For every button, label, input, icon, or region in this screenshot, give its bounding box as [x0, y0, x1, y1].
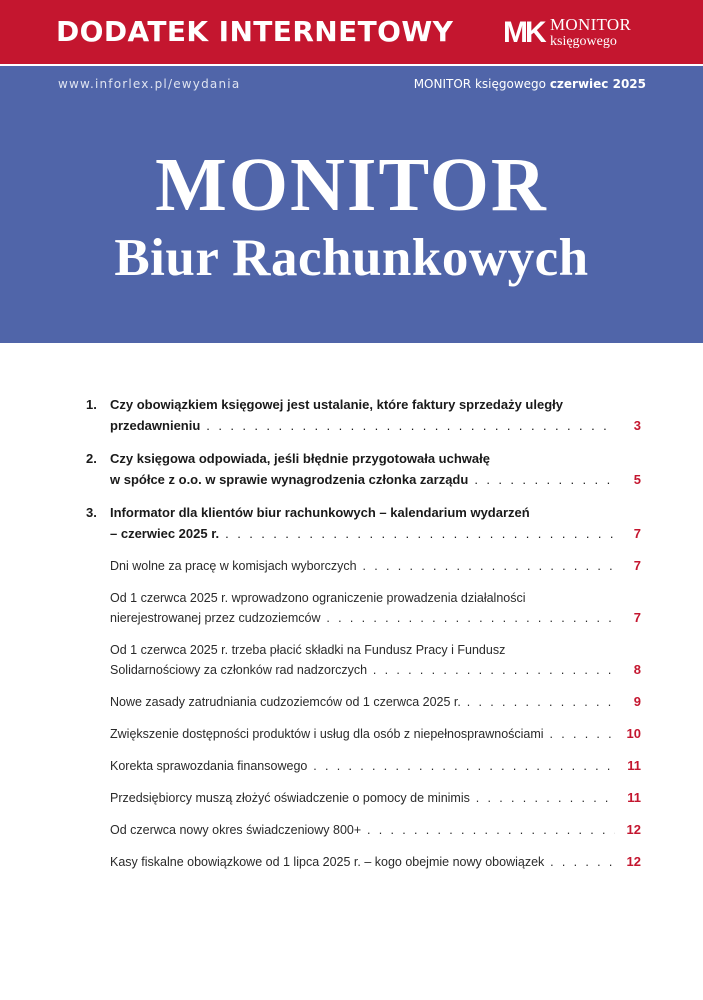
toc-subentry-title-line: Przedsiębiorcy muszą złożyć oświadczenie o pomocy de minimis . . . — [110, 788, 615, 808]
toc-page-number: 11 — [627, 790, 641, 805]
toc-page-number: 9 — [633, 694, 641, 709]
toc-subentry-title-line: Nowe zasady zatrudniania cudzoziemców od 1 czerwca 2025 r. . . . — [110, 692, 615, 712]
toc-page-number: 3 — [633, 418, 641, 433]
toc-entry-1[interactable] — [80, 394, 645, 436]
toc-subentry-title-line: Korekta sprawozdania finansowego . . . — [110, 756, 615, 776]
toc-subentry-title-line: Zwiększenie dostępności produktów i usług dla osób z niepełnosprawnościami . . . — [110, 724, 615, 744]
toc-page-number: 8 — [633, 662, 641, 677]
toc-subentry-title-line: Od 1 czerwca 2025 r. trzeba płacić składki na Fundusz Pracy i Fundusz — [110, 643, 506, 657]
toc-page-number: 12 — [626, 822, 641, 837]
toc-page-number: 5 — [633, 472, 641, 487]
toc-page-number: 7 — [633, 558, 641, 573]
toc-subentry-title-line: Dni wolne za pracę w komisjach wyborczych . . . — [110, 556, 615, 576]
toc-page-number: 10 — [626, 726, 641, 741]
toc-entry-number: 3. — [86, 505, 97, 520]
table-of-contents — [80, 394, 645, 884]
toc-subentry-title-line: Od 1 czerwca 2025 r. wprowadzono ograniczenie prowadzenia działalności — [110, 591, 526, 605]
toc-page-number: 7 — [633, 526, 641, 541]
toc-subentry[interactable] — [80, 588, 645, 628]
logo-mark: MK — [503, 16, 544, 49]
toc-subentry-title-line: Solidarnościowy za członków rad nadzorczych . . . — [110, 660, 615, 680]
toc-entry-title-line: Czy księgowa odpowiada, jeśli błędnie przygotowała uchwałę — [110, 451, 490, 466]
cover-banner — [0, 66, 703, 343]
toc-entry-title-line: Informator dla klientów biur rachunkowych – kalendarium wydarzeń — [110, 505, 530, 520]
toc-subentry-title-line: Od czerwca nowy okres świadczeniowy 800+ . . . — [110, 820, 615, 840]
cover-subtitle: Biur Rachunkowych — [114, 229, 589, 287]
toc-subentry[interactable] — [80, 820, 645, 840]
cover-title: MONITOR — [155, 143, 548, 227]
monitor-ksiegowego-logo — [503, 16, 653, 52]
toc-subentry[interactable] — [80, 724, 645, 744]
header-bar — [0, 0, 703, 66]
toc-entry-number: 2. — [86, 451, 97, 466]
toc-page-number: 12 — [626, 854, 641, 869]
toc-entry-title-line: w spółce z o.o. w sprawie wynagrodzenia członka zarządu . . . — [110, 469, 615, 490]
logo-subname: księgowego — [550, 34, 617, 49]
toc-entry-number: 1. — [86, 397, 97, 412]
issue-info — [414, 77, 646, 91]
toc-entry-title-line: przedawnieniu . . . — [110, 415, 615, 436]
logo-name: MONITOR — [550, 15, 632, 34]
toc-subentry-title-line: Kasy fiskalne obowiązkowe od 1 lipca 2025 r. – kogo obejmie nowy obowiązek . . . — [110, 852, 615, 872]
toc-entry-title-line: Czy obowiązkiem księgowej jest ustalanie, które faktury sprzedaży uległy — [110, 397, 563, 412]
toc-subentry[interactable] — [80, 556, 645, 576]
toc-entry-title-line: – czerwiec 2025 r. . . . — [110, 523, 615, 544]
toc-page-number: 11 — [627, 758, 641, 773]
toc-subentry[interactable] — [80, 640, 645, 680]
toc-entry-2[interactable] — [80, 448, 645, 490]
issue-magazine: MONITOR księgowego — [413, 77, 546, 91]
website-link[interactable]: www.inforlex.pl/ewydania — [58, 77, 241, 91]
toc-entry-3[interactable] — [80, 502, 645, 544]
toc-subentry[interactable] — [80, 852, 645, 872]
issue-date: czerwiec 2025 — [549, 77, 646, 91]
toc-subentry[interactable] — [80, 756, 645, 776]
toc-subentry[interactable] — [80, 692, 645, 712]
toc-page-number: 7 — [633, 610, 641, 625]
toc-subentry-title-line: nierejestrowanej przez cudzoziemców . . . — [110, 608, 615, 628]
supplement-title: DODATEK INTERNETOWY — [56, 15, 454, 48]
toc-subentry[interactable] — [80, 788, 645, 808]
